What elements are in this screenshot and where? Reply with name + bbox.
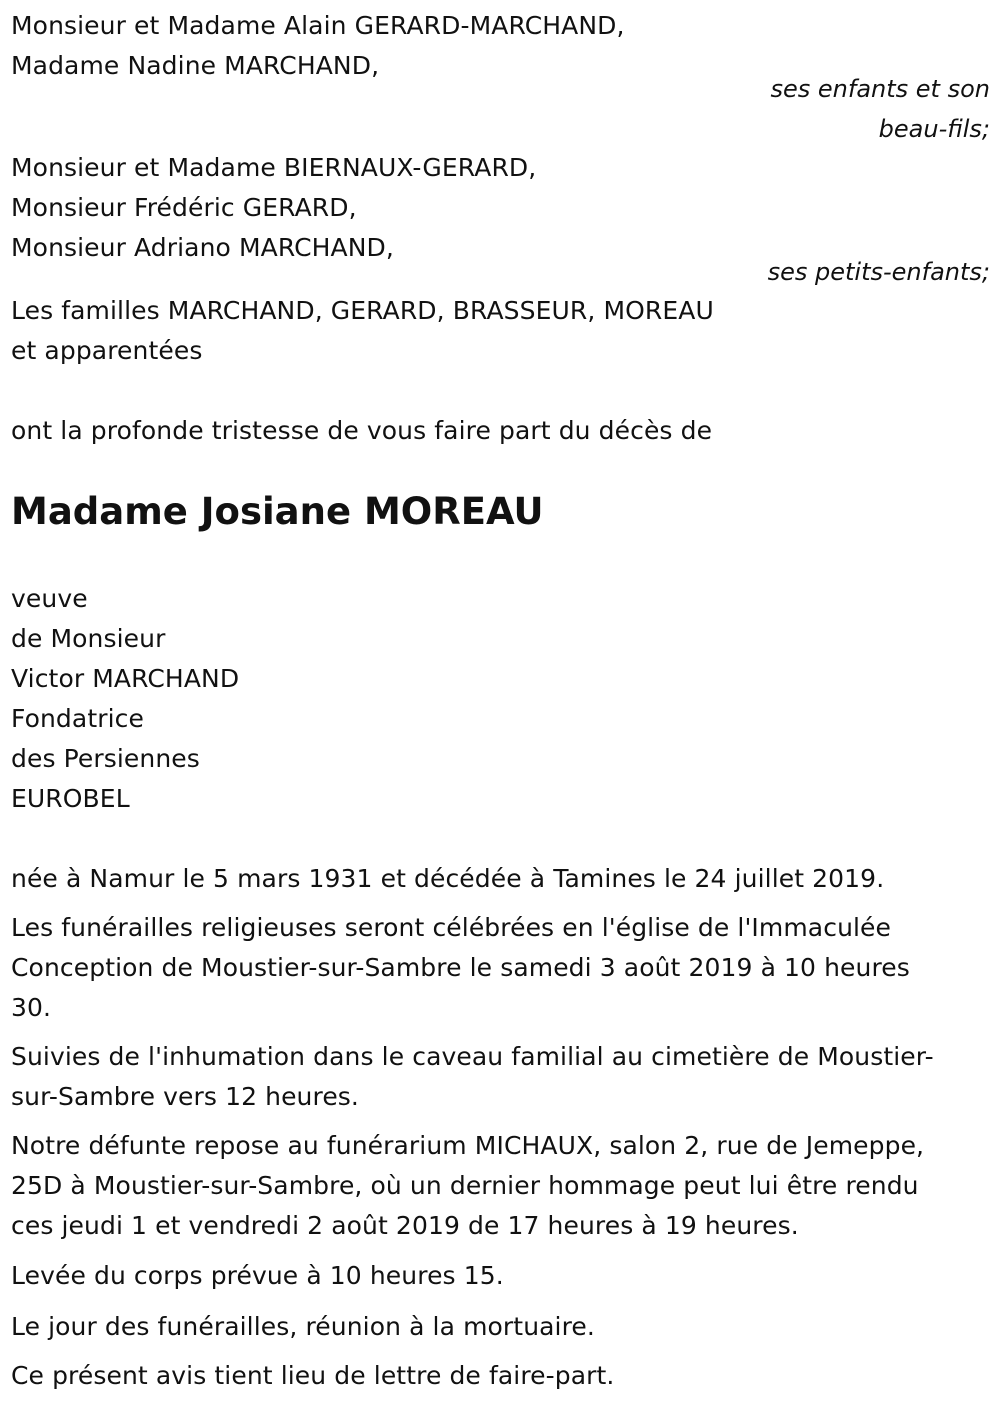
deceased-detail: Fondatrice xyxy=(11,704,144,733)
burial-line: Suivies de l'inhumation dans le caveau familial au cimetière de Moustier- xyxy=(11,1042,934,1071)
deceased-detail: EUROBEL xyxy=(11,784,130,813)
deceased-detail: Victor MARCHAND xyxy=(11,664,240,693)
rest-line: Notre défunte repose au funérarium MICHAUX, salon 2, rue de Jemeppe, xyxy=(11,1131,925,1160)
closing-line: Ce présent avis tient lieu de lettre de faire-part. xyxy=(11,1361,615,1390)
families-line-continued: et apparentées xyxy=(11,336,203,365)
funeral-line: 30. xyxy=(11,993,52,1022)
burial-line: sur-Sambre vers 12 heures. xyxy=(11,1082,359,1111)
funeral-line: Conception de Moustier-sur-Sambre le samedi 3 août 2019 à 10 heures xyxy=(11,953,910,982)
deceased-detail: des Persiennes xyxy=(11,744,200,773)
deceased-detail: de Monsieur xyxy=(11,624,166,653)
grandchildren-role: ses petits-enfants; xyxy=(767,258,990,286)
child-line: Monsieur et Madame Alain GERARD-MARCHAND, xyxy=(11,11,625,40)
deceased-detail: veuve xyxy=(11,584,88,613)
funeral-line: Les funérailles religieuses seront célébrées en l'église de l'Immaculée xyxy=(11,913,892,942)
departure-line: Levée du corps prévue à 10 heures 15. xyxy=(11,1261,504,1290)
families-line: Les familles MARCHAND, GERARD, BRASSEUR, MOREAU xyxy=(11,296,714,325)
grandchild-line: Monsieur Frédéric GERARD, xyxy=(11,193,357,222)
rest-line: 25D à Moustier-sur-Sambre, où un dernier hommage peut lui être rendu xyxy=(11,1171,919,1200)
children-role-continued: beau-fils; xyxy=(878,115,990,143)
children-role: ses enfants et son xyxy=(770,75,990,103)
child-line: Madame Nadine MARCHAND, xyxy=(11,51,380,80)
announcement: ont la profonde tristesse de vous faire part du décès de xyxy=(11,416,713,445)
rest-line: ces jeudi 1 et vendredi 2 août 2019 de 17 heures à 19 heures. xyxy=(11,1211,799,1240)
grandchild-line: Monsieur Adriano MARCHAND, xyxy=(11,233,394,262)
birth-death-line: née à Namur le 5 mars 1931 et décédée à Tamines le 24 juillet 2019. xyxy=(11,864,885,893)
meeting-line: Le jour des funérailles, réunion à la mortuaire. xyxy=(11,1312,595,1341)
deceased-name: Madame Josiane MOREAU xyxy=(11,490,544,533)
grandchild-line: Monsieur et Madame BIERNAUX-GERARD, xyxy=(11,153,537,182)
